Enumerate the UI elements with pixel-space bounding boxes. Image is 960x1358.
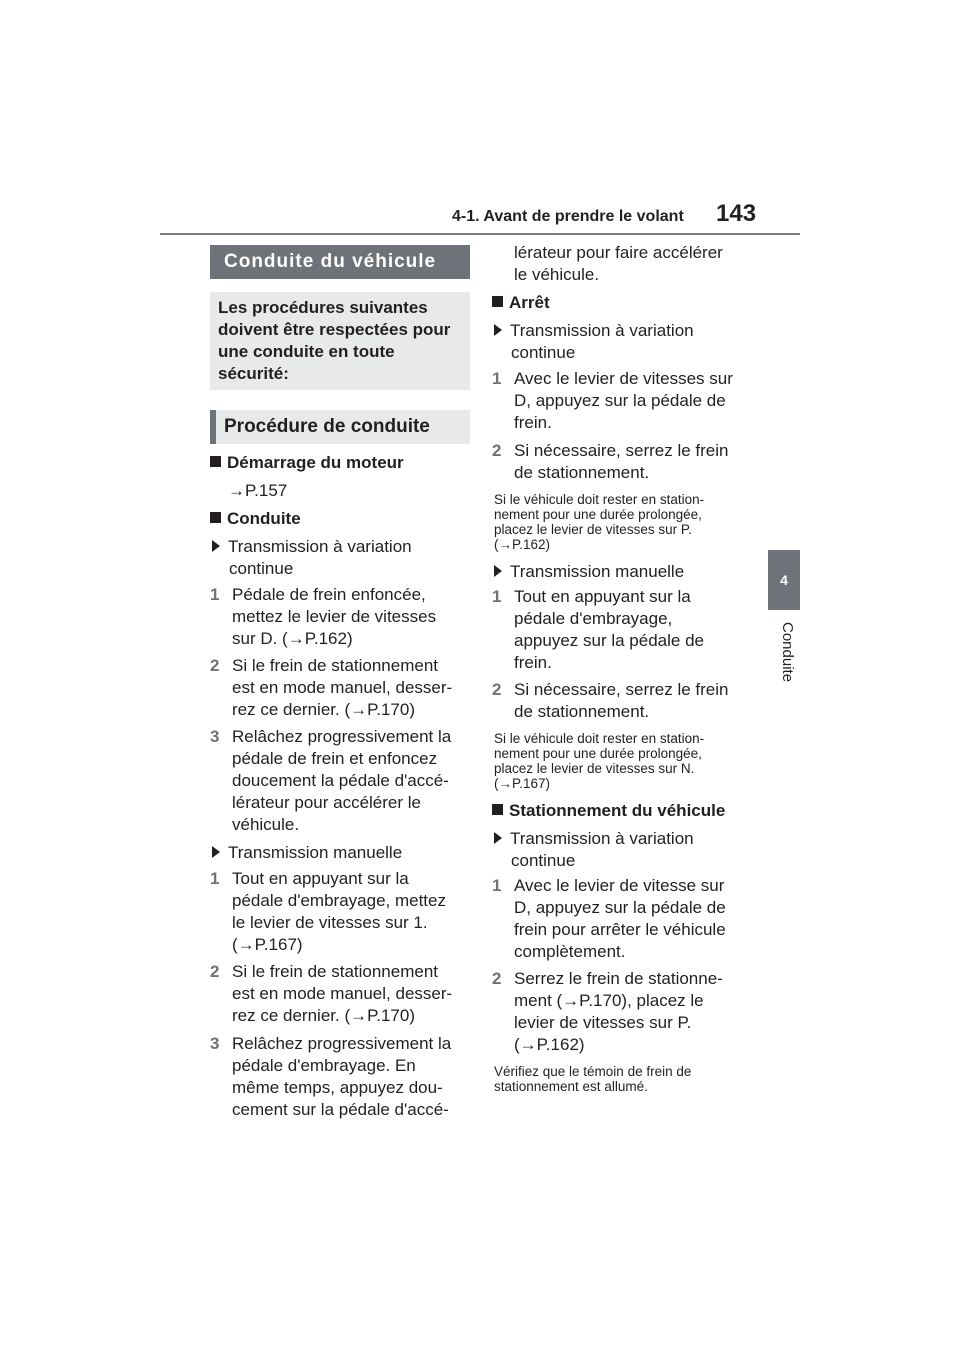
triangle-bullet-icon bbox=[212, 846, 220, 858]
square-bullet-icon bbox=[492, 296, 503, 307]
subsection-title: Procédure de conduite bbox=[210, 410, 470, 444]
triangle-bullet-icon bbox=[494, 324, 502, 336]
list-item: 2 Si nécessaire, serrez le frein de stationnement. bbox=[492, 680, 729, 721]
label-manual: Transmission manuelle bbox=[212, 842, 402, 864]
section-title: Conduite du véhicule bbox=[210, 245, 470, 279]
list-item: 2 Si le frein de stationnement est en mode manuel, desser- rez ce dernier. (→P.170) bbox=[210, 656, 453, 719]
list-item: 3 Relâchez progressivement la pédale d'embrayage. En même temps, appuyez dou- cement sur la pédale d'accé- bbox=[210, 1034, 452, 1119]
heading-demarrage: Démarrage du moteur bbox=[210, 452, 404, 474]
chapter-tab[interactable]: 4 bbox=[768, 550, 800, 610]
list-item: 1 Avec le levier de vitesse sur D, appuyez sur la pédale de frein pour arrêter le véhicule complètement. bbox=[492, 876, 726, 961]
label-cvt-arret-cont: continue bbox=[511, 343, 576, 362]
triangle-bullet-icon bbox=[494, 832, 502, 844]
list-item: 2 Si nécessaire, serrez le frein de stationnement. bbox=[492, 441, 729, 482]
list-item: 2 Serrez le frein de stationne- ment (→P.170), placez le levier de vitesses sur P. (→P.162) bbox=[492, 969, 723, 1054]
triangle-bullet-icon bbox=[494, 565, 502, 577]
list-item: 3 Relâchez progressivement la pédale de frein et enfoncez doucement la pédale d'accé- lérateur pour accélérer le véhicule. bbox=[210, 727, 452, 834]
square-bullet-icon bbox=[210, 512, 221, 523]
label-cvt: Transmission à variation bbox=[212, 536, 412, 558]
ref-demarrage[interactable]: →P.157 bbox=[228, 481, 288, 500]
square-bullet-icon bbox=[492, 804, 503, 815]
note-park-manual: Si le véhicule doit rester en station- nement pour une durée prolongée, placez le levier de vitesses sur N. (→P.167) bbox=[494, 731, 705, 791]
label-cvt-park-cont: continue bbox=[511, 851, 576, 870]
list-item: 2 Si le frein de stationnement est en mode manuel, desser- rez ce dernier. (→P.170) bbox=[210, 962, 453, 1025]
header-divider bbox=[160, 233, 800, 235]
label-cvt-arret: Transmission à variation bbox=[494, 320, 694, 342]
heading-conduite: Conduite bbox=[210, 508, 301, 530]
page-number: 143 bbox=[716, 200, 757, 227]
note-park-cvt: Si le véhicule doit rester en station- nement pour une durée prolongée, placez le levier de vitesses sur P. (→P.162) bbox=[494, 492, 705, 552]
list-item: 1 Pédale de frein enfoncée, mettez le levier de vitesses sur D. (→P.162) bbox=[210, 585, 437, 648]
list-item: 1 Tout en appuyant sur la pédale d'embrayage, mettez le levier de vitesses sur 1. (→P.167) bbox=[210, 869, 446, 954]
heading-arret: Arrêt bbox=[492, 292, 550, 314]
continued-text: lérateur pour faire accélérer le véhicule. bbox=[514, 243, 723, 284]
note-brake-indicator: Vérifiez que le témoin de frein de stationnement est allumé. bbox=[494, 1064, 692, 1094]
list-item: 1 Avec le levier de vitesses sur D, appuyez sur la pédale de frein. bbox=[492, 369, 733, 432]
header-section-title: 4-1. Avant de prendre le volant bbox=[452, 208, 684, 225]
square-bullet-icon bbox=[210, 456, 221, 467]
chapter-label: Conduite bbox=[779, 622, 796, 683]
label-manual-arret: Transmission manuelle bbox=[494, 561, 684, 583]
intro-box: Les procédures suivantes doivent être respectées pour une conduite en toute sécurité: bbox=[210, 292, 470, 390]
label-cvt-park: Transmission à variation bbox=[494, 828, 694, 850]
triangle-bullet-icon bbox=[212, 540, 220, 552]
label-cvt-cont: continue bbox=[229, 559, 294, 578]
list-item: 1 Tout en appuyant sur la pédale d'embrayage, appuyez sur la pédale de frein. bbox=[492, 587, 704, 672]
heading-stationnement: Stationnement du véhicule bbox=[492, 800, 725, 822]
